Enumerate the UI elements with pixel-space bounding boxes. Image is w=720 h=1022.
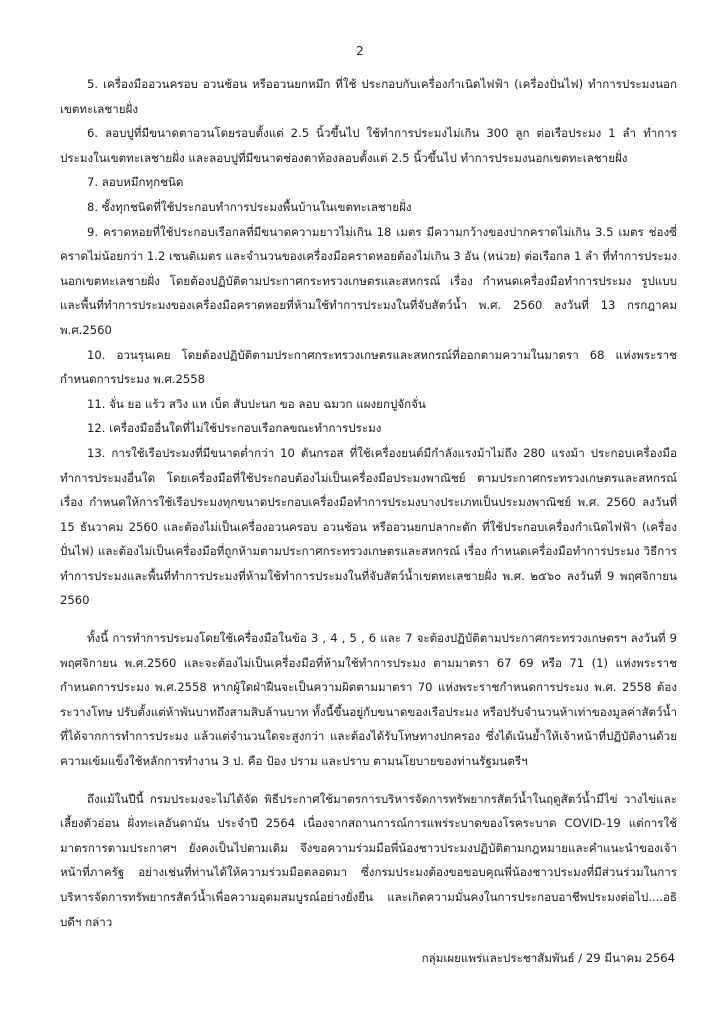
paragraph-item-6: 6. ลอบปูที่มีขนาดตาอวนโดยรอบตั้งแต่ 2.5 นิ้วขึ้นไป ใช้ทำการประมงไม่เกิน 300 ลูก ต่อเรือประมง 1 ลำ ทำการประมงในเขตทะเลชายฝั่ง และลอบปูที่มีขนาดช่องตาท้องลอบตั้งแต่ 2.5 นิ้วขึ้นไป ทำการประมงนอกเขตทะเลชายฝั่ง bbox=[60, 126, 677, 165]
paragraph-item-12: 12. เครื่องมืออื่นใดที่ไม่ใช้ประกอบเรือกลขณะทำการประมง bbox=[87, 421, 382, 436]
paragraph-item-11: 11. จั่น ยอ แร้ว สวิง แห เบ็ด สับปะนก ขอ ลอบ ฉมวก แผงยกปูจักจั่น bbox=[87, 396, 426, 411]
paragraph-item-9: 9. คราดหอยที่ใช้ประกอบเรือกลที่มีขนาดความยาวไม่เกิน 18 เมตร มีความกว้างของปากคราดไม่เกิน 3.5 เมตร ช่องซี่คราดไม่น้อยกว่า 1.2 เซนติเมตร และจำนวนของเครื่องมือคราดหอยต้องไม่เกิน 3 อัน (หน่วย) ต่อเรือกล 1 ลำ ที่ทำการประมงนอกเขตทะเลชายฝั่ง โดยต้องปฏิบัติตามประกาศกระทรวงเกษตรและสหกรณ์ เรื่อง กำหนดเครื่องมือทำการประมง รูปแบบ และพื้นที่ทำการประมงของเครื่องมือคราดหอยที่ห้ามใช้ทำการประมงในที่จับสัตว์น้ำ พ.ศ. 2560 ลงวันที่ 13 กรกฎาคม พ.ศ.2560 bbox=[60, 224, 677, 337]
paragraph-item-7: 7. ลอบหมึกทุกชนิด bbox=[87, 175, 184, 190]
document-body bbox=[60, 72, 677, 970]
paragraph-item-8: 8. ซั้งทุกชนิดที่ใช้ประกอบทำการประมงพื้นบ้านในเขตทะเลชายฝั่ง bbox=[87, 199, 412, 214]
press-release-footer: กลุ่มเผยแพร่และประชาสัมพันธ์ / 29 มีนาคม 2564 bbox=[421, 951, 675, 966]
paragraph-penalty-notice: ทั้งนี้ การทำการประมงโดยใช้เครื่องมือในข้อ 3 , 4 , 5 , 6 และ 7 จะต้องปฏิบัติตามประกาศกระทรวงเกษตรฯ ลงวันที่ 9 พฤศจิกายน พ.ศ.2560 และจะต้องไม่เป็นเครื่องมือที่ห้ามใช้ทำการประมง ตามมาตรา 67 69 หรือ 71 (1) แห่งพระราชกำหนดการประมง พ.ศ.2558 หากผู้ใดฝ่าฝืนจะเป็นความผิดตามมาตรา 70 แห่งพระราชกำหนดการประมง พ.ศ. 2558 ต้องระวางโทษ ปรับตั้งแต่ห้าพันบาทถึงสามสิบล้านบาท ทั้งนี้ขึ้นอยู่กับขนาดของเรือประมง หรือปรับจำนวนห้าเท่าของมูลค่าสัตว์น้ำที่ได้จากการทำการประมง แล้วแต่จำนวนใดจะสูงกว่า และต้องได้รับโทษทางปกครอง ซึ่งได้เน้นย้ำให้เจ้าหน้าที่ปฏิบัติงานด้วยความเข้มแข็งใช้หลักการทำงาน 3 ป. คือ ป้อง ปราม และปราบ ตามนโยบายของท่านรัฐมนตรีฯ bbox=[60, 631, 677, 769]
paragraph-item-13: 13. การใช้เรือประมงที่มีขนาดต่ำกว่า 10 ตันกรอส ที่ใช้เครื่องยนต์มีกำลังแรงม้าไม่ถึง 280 แรงม้า ประกอบเครื่องมือทำการประมงอื่นใด โดยเครื่องมือที่ใช้ประกอบต้องไม่เป็นเครื่องมือประมงพาณิชย์ ตามประกาศกระทรวงเกษตรและสหกรณ์ เรื่อง กำหนดให้การใช้เรือประมงทุกขนาดประกอบเครื่องมือทำการประมงบางประเภทเป็นประมงพาณิชย์ พ.ศ. 2560 ลงวันที่ 15 ธันวาคม 2560 และต้องไม่เป็นเครื่องอวนครอบ อวนช้อน หรืออวนยกปลากะตัก ที่ใช้ประกอบเครื่องกำเนิดไฟฟ้า (เครื่องปั่นไฟ) และต้องไม่เป็นเครื่องมือที่ถูกห้ามตามประกาศกระทรวงเกษตรและสหกรณ์ เรื่อง กำหนดเครื่องมือทำการประมง วิธีการทำการประมงและพื้นที่ทำการประมงที่ห้ามใช้ทำการประมงในที่จับสัตว์น้ำเขตทะเลชายฝั่ง พ.ศ. ๒๕๖๐ ลงวันที่ 9 พฤศจิกายน 2560 bbox=[60, 445, 677, 608]
page-number: 2 bbox=[356, 44, 364, 58]
paragraph-closing-statement: ถึงแม้ในปีนี้ กรมประมงจะไม่ได้จัด พิธีประกาศใช้มาตรการบริหารจัดการทรัพยากรสัตว์น้ำในฤดูสัตว์น้ำมีไข่ วางไข่และเลี้ยงตัวอ่อน ฝั่งทะเลอันดามัน ประจำปี 2564 เนื่องจากสถานการณ์การแพร่ระบาดของโรคระบาด COVID-19 แต่การใช้มาตรการตามประกาศฯ ยังคงเป็นไปตามเดิม จึงขอความร่วมมือพี่น้องชาวประมงปฏิบัติตามกฎหมายและคำแนะนำของเจ้าหน้าที่ภาครัฐ อย่างเช่นที่ท่านได้ให้ความร่วมมือตลอดมา ซึ่งกรมประมงต้องขอขอบคุณพี่น้องชาวประมงที่มีส่วนร่วมในการบริหารจัดการทรัพยากรสัตว์น้ำเพื่อความอุดมสมบูรณ์อย่างยั่งยืน และเกิดความมั่นคงในการประกอบอาชีพประมงต่อไป....อธิบดีฯ กล่าว bbox=[60, 791, 677, 929]
paragraph-item-5: 5. เครื่องมืออวนครอบ อวนช้อน หรืออวนยกหมึก ที่ใช้ ประกอบกับเครื่องกำเนิดไฟฟ้า (เครื่องปั่นไฟ) ทำการประมงนอกเขตทะเลชายฝั่ง bbox=[60, 77, 677, 116]
paragraph-item-10: 10. อวนรุนเคย โดยต้องปฏิบัติตามประกาศกระทรวงเกษตรและสหกรณ์ที่ออกตามความในมาตรา 68 แห่งพระราชกำหนดการประมง พ.ศ.2558 bbox=[60, 347, 677, 387]
